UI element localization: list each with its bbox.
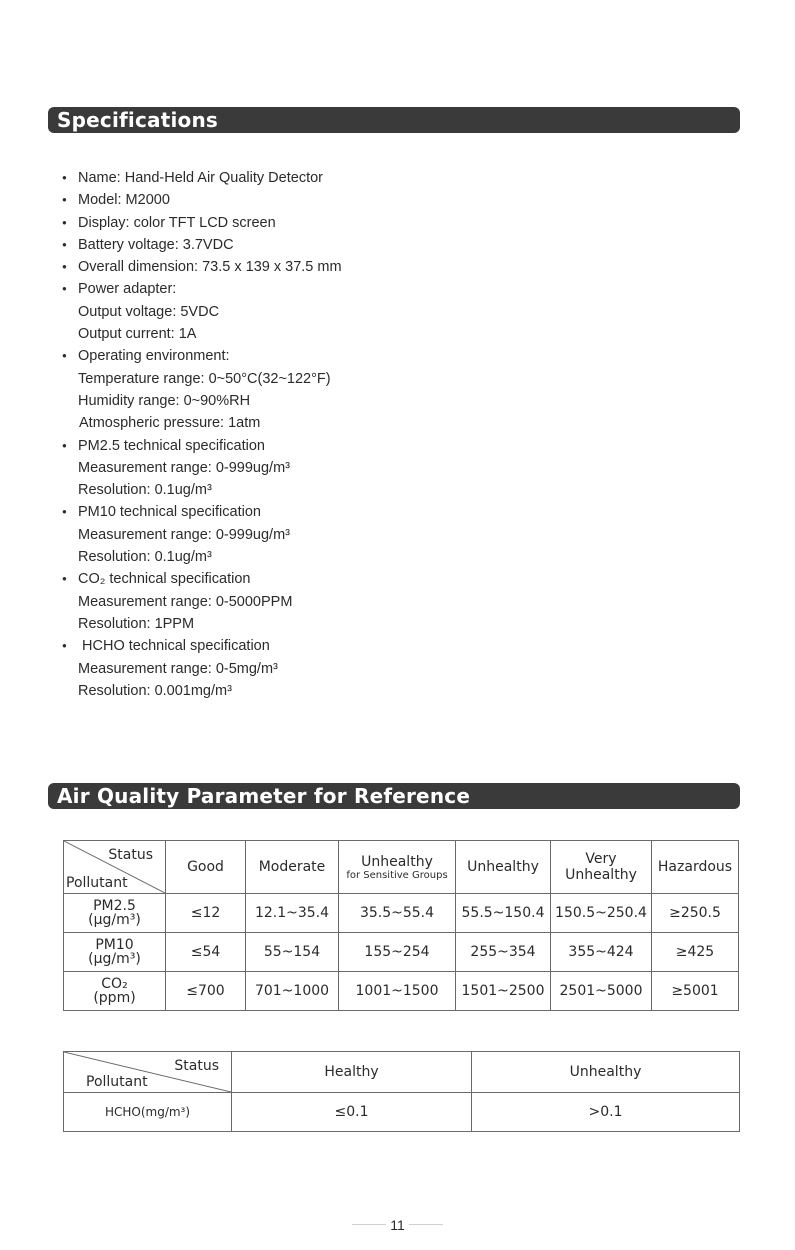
header-unhealthy: Unhealthy (456, 841, 551, 894)
table-cell: ≥5001 (652, 972, 739, 1011)
pollutant-name: PM2.5 (93, 898, 136, 914)
spec-subitem: Output voltage: 5VDC (78, 303, 220, 320)
pollutant-unit: (μg/m³) (88, 951, 141, 967)
spec-subitem: Measurement range: 0-999ug/m³ (78, 459, 290, 476)
table-cell: 1001~1500 (339, 972, 456, 1011)
table-cell: ≥425 (652, 933, 739, 972)
table-row (64, 894, 739, 933)
spec-subitem: Humidity range: 0~90%RH (78, 392, 251, 409)
status-label: Status (108, 847, 153, 863)
spec-subitem: Measurement range: 0-999ug/m³ (78, 526, 290, 543)
table-cell: ≤0.1 (232, 1093, 472, 1132)
header-unhealthy-sensitive-label: Unhealthy (361, 853, 433, 870)
table-cell: 701~1000 (246, 972, 339, 1011)
spec-item: ● Display: color TFT LCD screen (62, 212, 342, 234)
header-healthy: Healthy (232, 1052, 472, 1093)
header-very-label: Very (585, 851, 617, 867)
spec-subitem: Resolution: 0.1ug/m³ (78, 482, 212, 499)
table-cell: 35.5~55.4 (339, 894, 456, 933)
table-row (64, 933, 739, 972)
table-header-row (64, 1052, 740, 1093)
pollutant-cell (64, 933, 166, 972)
header-hazardous: Hazardous (652, 841, 739, 894)
pollutant-label: Pollutant (66, 875, 128, 891)
spec-item: ● PM2.5 technical specification (62, 435, 342, 457)
table-cell: 155~254 (339, 933, 456, 972)
spec-item: ● CO₂ technical specification (62, 568, 342, 590)
pollutant-unit: (ppm) (93, 990, 136, 1006)
specifications-header (48, 107, 740, 133)
spec-subitem: Output current: 1A (78, 326, 197, 343)
spec-subitem: Resolution: 0.001mg/m³ (78, 682, 232, 699)
table-cell: 2501~5000 (551, 972, 652, 1011)
spec-subitem: Atmospheric pressure: 1atm (79, 415, 261, 432)
spec-subitem: Measurement range: 0-5mg/m³ (78, 660, 278, 677)
table-cell: 355~424 (551, 933, 652, 972)
page-number: 11 (390, 1217, 405, 1233)
table-cell: 12.1~35.4 (246, 894, 339, 933)
header-sensitive-groups: for Sensitive Groups (346, 869, 448, 881)
table-cell: 55~154 (246, 933, 339, 972)
air-quality-header (48, 783, 740, 809)
table-header-row (64, 841, 739, 894)
table-cell: ≤700 (166, 972, 246, 1011)
table-cell: 255~354 (456, 933, 551, 972)
header-good: Good (166, 841, 246, 894)
spec-item: ● HCHO technical specification (62, 635, 342, 657)
specifications-list (62, 167, 342, 702)
spec-item: ● Model: M2000 (62, 189, 342, 211)
spec-subitem: Resolution: 0.1ug/m³ (78, 549, 212, 566)
pollutant-name: PM10 (95, 937, 134, 953)
header-moderate: Moderate (246, 841, 339, 894)
pollutant-label: Pollutant (86, 1074, 148, 1090)
specifications-title: Specifications (57, 108, 219, 132)
footer-rule (409, 1224, 443, 1225)
pollutant-name: CO₂ (101, 976, 128, 992)
spec-subitem: Measurement range: 0-5000PPM (78, 593, 293, 610)
spec-item: ● Overall dimension: 73.5 x 139 x 37.5 mm (62, 256, 342, 278)
page-footer (0, 1217, 795, 1233)
status-pollutant-cell (64, 1052, 232, 1093)
footer-rule (352, 1224, 386, 1225)
air-quality-title: Air Quality Parameter for Reference (57, 784, 471, 808)
spec-subitem: Temperature range: 0~50°C(32~122°F) (78, 370, 331, 387)
pollutant-cell (64, 972, 166, 1011)
table-cell: ≤54 (166, 933, 246, 972)
table-cell: 150.5~250.4 (551, 894, 652, 933)
header-very-unhealthy (551, 841, 652, 894)
status-label: Status (174, 1058, 219, 1074)
pollutant-cell: HCHO(mg/m³) (64, 1093, 232, 1132)
hcho-table (63, 1051, 740, 1132)
spec-item: ● Operating environment: (62, 345, 342, 367)
header-very-unhealthy-label: Unhealthy (565, 867, 637, 883)
spec-item: ● PM10 technical specification (62, 501, 342, 523)
pollutant-unit: (μg/m³) (88, 912, 141, 928)
table-cell: >0.1 (472, 1093, 740, 1132)
table-row (64, 1093, 740, 1132)
table-cell: 55.5~150.4 (456, 894, 551, 933)
pollutant-cell (64, 894, 166, 933)
table-cell: ≥250.5 (652, 894, 739, 933)
table-row (64, 972, 739, 1011)
spec-item: ● Name: Hand-Held Air Quality Detector (62, 167, 342, 189)
table-cell: 1501~2500 (456, 972, 551, 1011)
air-quality-table (63, 840, 739, 1011)
header-unhealthy: Unhealthy (472, 1052, 740, 1093)
spec-item: ● Power adapter: (62, 278, 342, 300)
spec-item: ● Battery voltage: 3.7VDC (62, 234, 342, 256)
table-cell: ≤12 (166, 894, 246, 933)
status-pollutant-cell (64, 841, 166, 894)
spec-subitem: Resolution: 1PPM (78, 615, 195, 632)
header-unhealthy-sensitive (339, 841, 456, 894)
